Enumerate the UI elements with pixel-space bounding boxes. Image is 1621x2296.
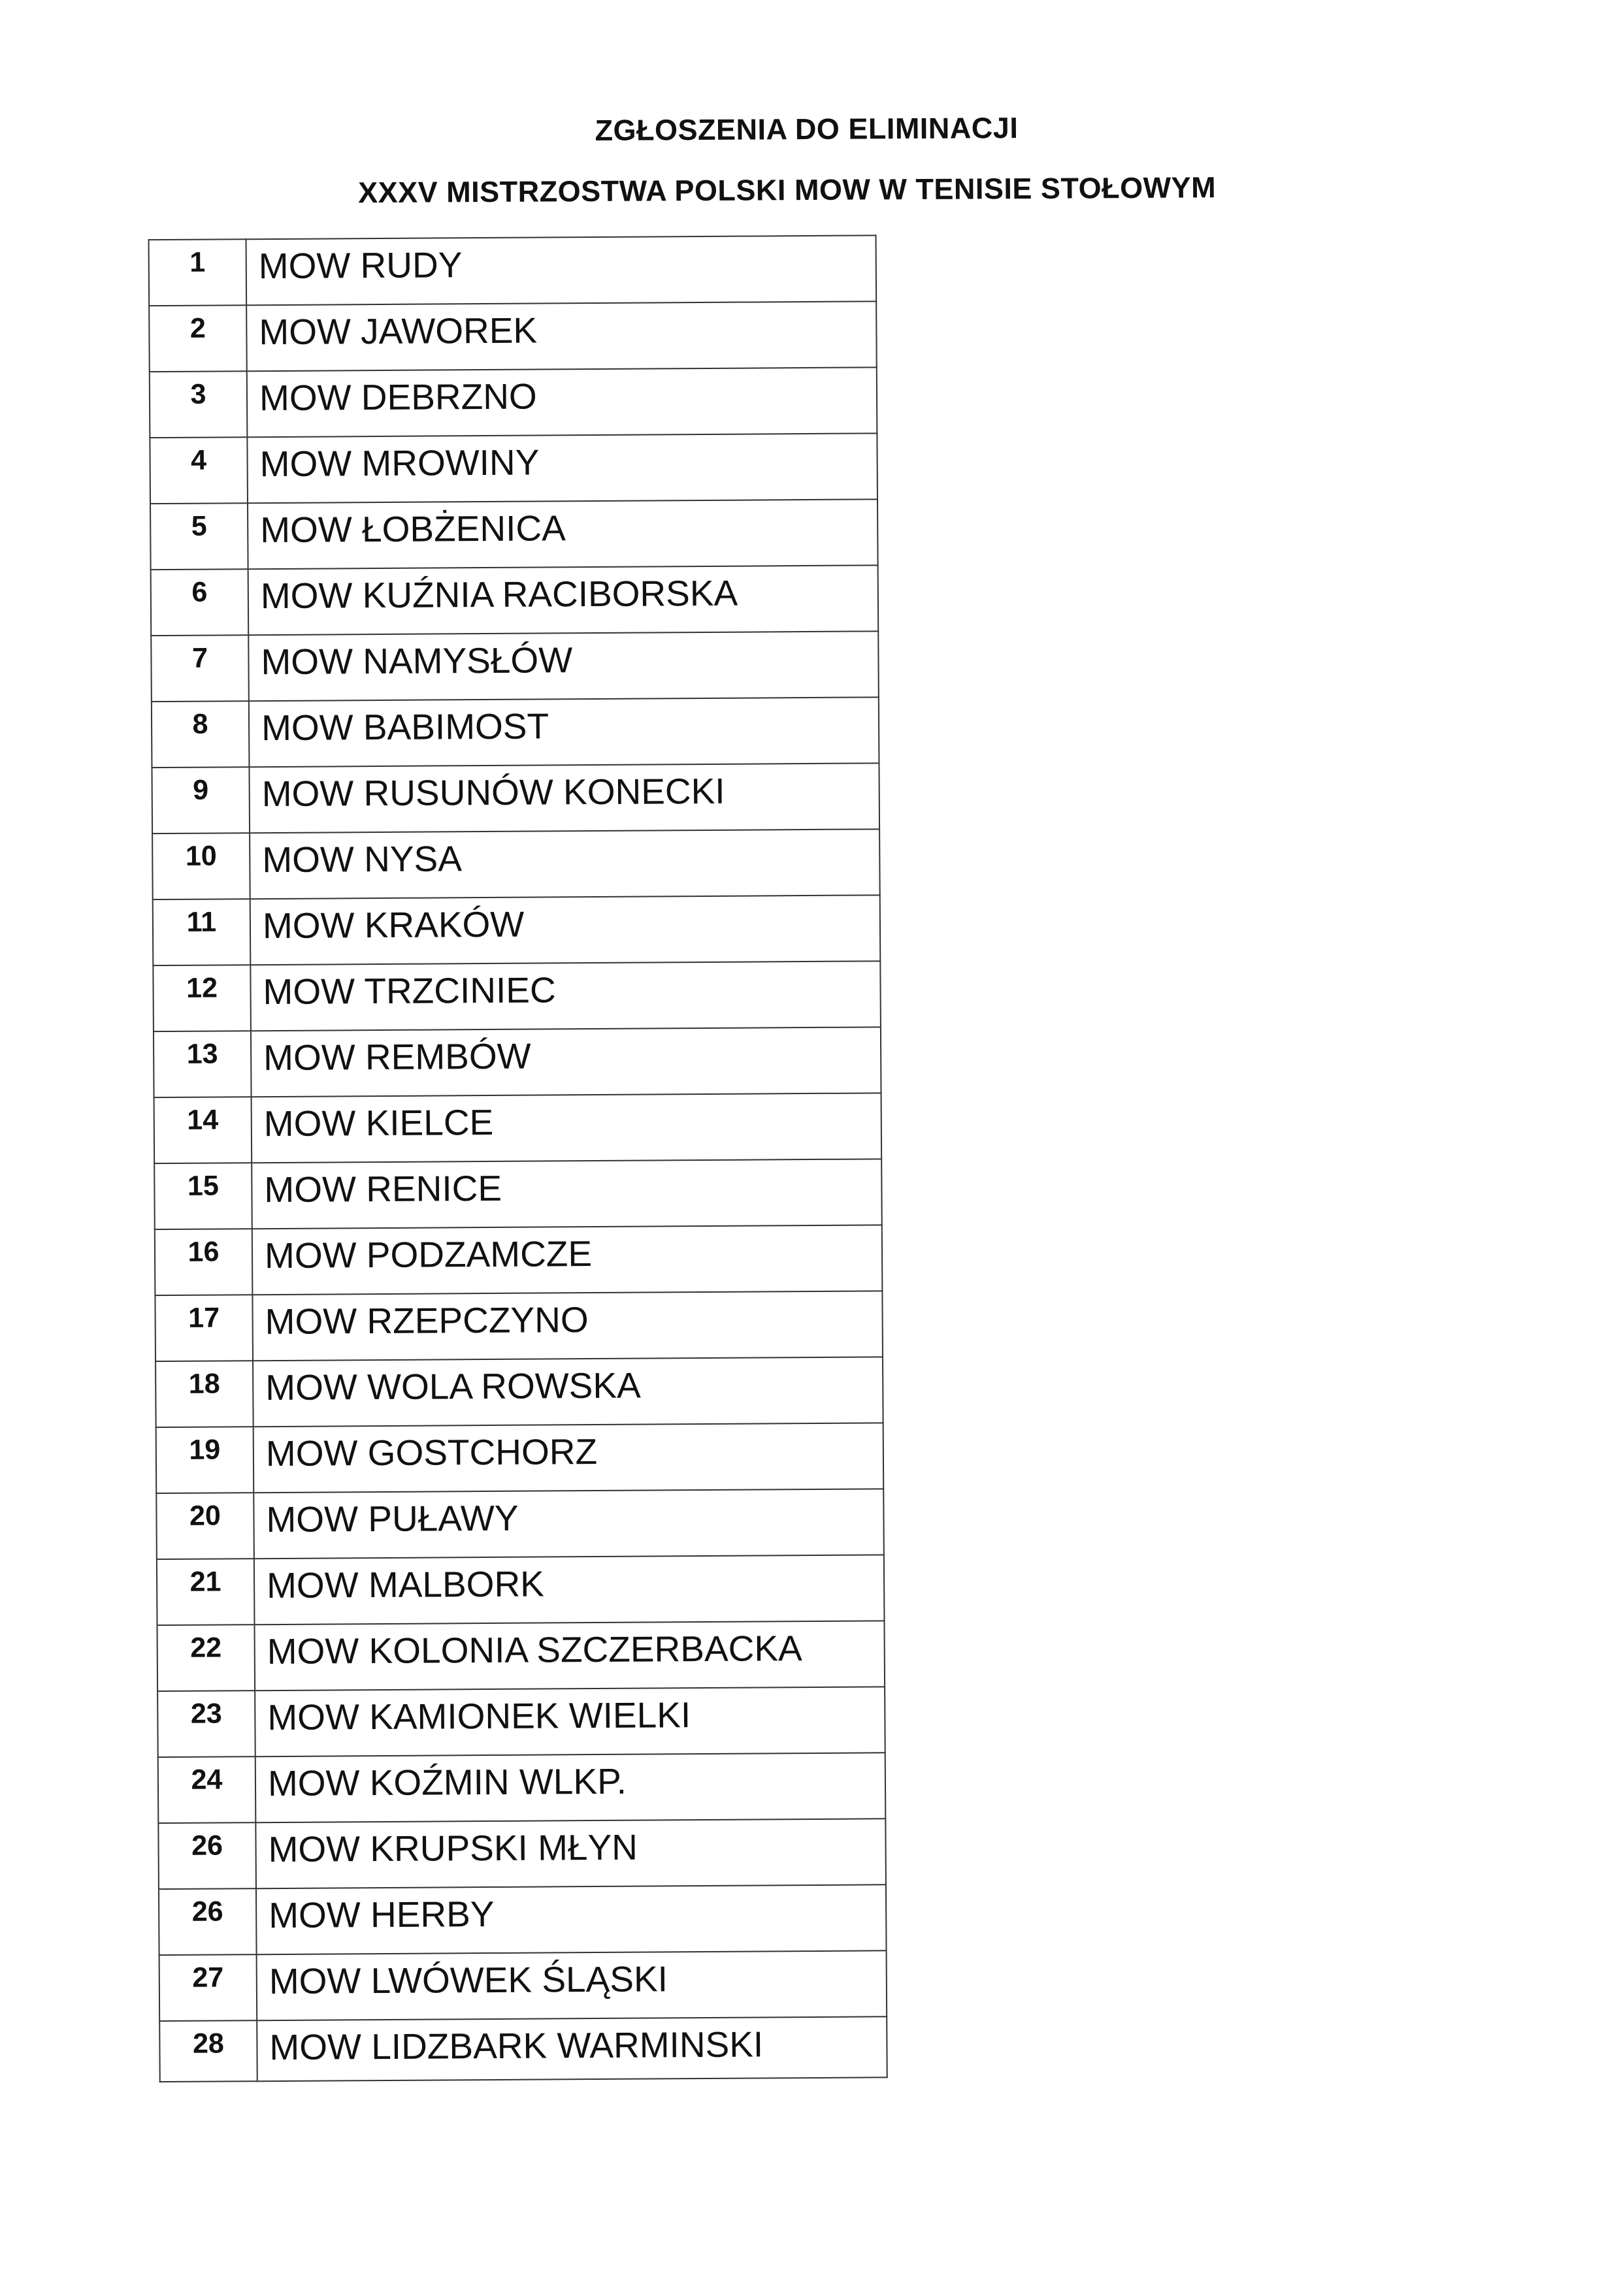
entry-name: MOW RENICE (252, 1159, 882, 1229)
entry-name: MOW BABIMOST (249, 697, 879, 767)
entry-name: MOW REMBÓW (251, 1027, 881, 1097)
document-title: ZGŁOSZENIA DO ELIMINACJI (595, 111, 1019, 147)
table-row (156, 1423, 884, 1493)
table-row (157, 1555, 885, 1625)
table-row (153, 895, 881, 965)
table-row (159, 1884, 887, 1955)
entry-name: MOW KOŹMIN WLKP. (255, 1753, 886, 1822)
table-row (151, 565, 879, 636)
entry-name: MOW LIDZBARK WARMINSKI (257, 2016, 887, 2081)
entry-number: 1 (149, 239, 247, 306)
entry-name: MOW WOLA ROWSKA (253, 1357, 883, 1427)
entry-name: MOW MALBORK (254, 1555, 885, 1625)
table-row (158, 1753, 886, 1823)
entry-number: 16 (155, 1229, 253, 1295)
table-row (150, 433, 877, 504)
entries-table (148, 234, 888, 2082)
entry-number: 4 (150, 437, 248, 504)
table-row (154, 1159, 882, 1229)
entry-number: 18 (156, 1361, 254, 1427)
entry-name: MOW JAWOREK (246, 301, 877, 371)
entry-number: 12 (153, 965, 251, 1031)
table-row (155, 1225, 883, 1295)
entry-number: 14 (154, 1097, 252, 1163)
entry-number: 6 (151, 569, 249, 636)
table-row (156, 1489, 884, 1559)
entry-name: MOW NYSA (250, 829, 880, 899)
entry-name: MOW PODZAMCZE (252, 1225, 883, 1295)
entry-name: MOW RUDY (246, 235, 877, 305)
entry-number: 10 (152, 833, 250, 899)
table-row (149, 301, 877, 372)
table-row (154, 1093, 882, 1163)
entry-number: 24 (158, 1756, 256, 1823)
entry-name: MOW LWÓWEK ŚLĄSKI (257, 1950, 887, 2020)
entry-number: 8 (152, 701, 250, 768)
entry-name: MOW KUŹNIA RACIBORSKA (248, 565, 879, 635)
entry-number: 21 (157, 1559, 255, 1625)
entry-number: 9 (152, 767, 250, 833)
entry-name: MOW NAMYSŁÓW (248, 631, 879, 701)
entry-number: 19 (156, 1427, 254, 1493)
table-row (153, 961, 881, 1031)
entry-name: MOW KIELCE (252, 1093, 882, 1163)
entry-number: 11 (153, 899, 251, 965)
table-row (152, 697, 879, 768)
entry-number: 28 (159, 2020, 257, 2082)
entries-table-body (149, 235, 887, 2082)
entry-number: 5 (150, 503, 248, 570)
entry-name: MOW KRUPSKI MŁYN (255, 1819, 886, 1888)
table-row (159, 2016, 887, 2082)
entry-name: MOW RZEPCZYNO (252, 1291, 883, 1361)
entry-number: 3 (150, 371, 248, 438)
entry-name: MOW GOSTCHORZ (254, 1423, 884, 1493)
entry-name: MOW KAMIONEK WIELKI (255, 1687, 885, 1756)
entry-number: 17 (155, 1295, 253, 1361)
table-row (157, 1621, 885, 1691)
entry-number: 22 (157, 1625, 255, 1691)
entry-number: 23 (157, 1690, 255, 1757)
table-row (157, 1687, 885, 1757)
table-row (159, 1950, 887, 2021)
entry-name: MOW TRZCINIEC (250, 961, 881, 1031)
entry-number: 13 (154, 1031, 252, 1097)
entry-name: MOW PUŁAWY (254, 1489, 884, 1559)
table-row (149, 235, 877, 306)
entry-number: 27 (159, 1954, 257, 2021)
entry-name: MOW DEBRZNO (247, 367, 877, 437)
entry-number: 20 (156, 1493, 254, 1559)
entry-number: 2 (149, 305, 247, 372)
table-row (152, 763, 879, 833)
entry-name: MOW HERBY (256, 1884, 887, 1954)
entry-number: 26 (159, 1888, 257, 1955)
entry-number: 7 (151, 635, 249, 702)
table-row (155, 1291, 883, 1361)
document-subtitle: XXXV MISTRZOSTWA POLSKI MOW W TENISIE STOŁOWYM (357, 170, 1217, 210)
table-row (151, 631, 879, 702)
table-row (158, 1819, 886, 1889)
entry-number: 15 (154, 1163, 252, 1229)
entry-name: MOW KOLONIA SZCZERBACKA (254, 1621, 885, 1690)
entry-name: MOW RUSUNÓW KONECKI (249, 763, 879, 833)
entry-number: 26 (158, 1822, 256, 1889)
entry-name: MOW ŁOBŻENICA (248, 499, 878, 569)
table-row (150, 367, 877, 438)
table-row (152, 829, 880, 899)
table-row (154, 1027, 881, 1097)
table-row (150, 499, 878, 570)
entry-name: MOW MROWINY (247, 433, 877, 503)
entry-name: MOW KRAKÓW (250, 895, 881, 965)
table-row (156, 1357, 883, 1427)
